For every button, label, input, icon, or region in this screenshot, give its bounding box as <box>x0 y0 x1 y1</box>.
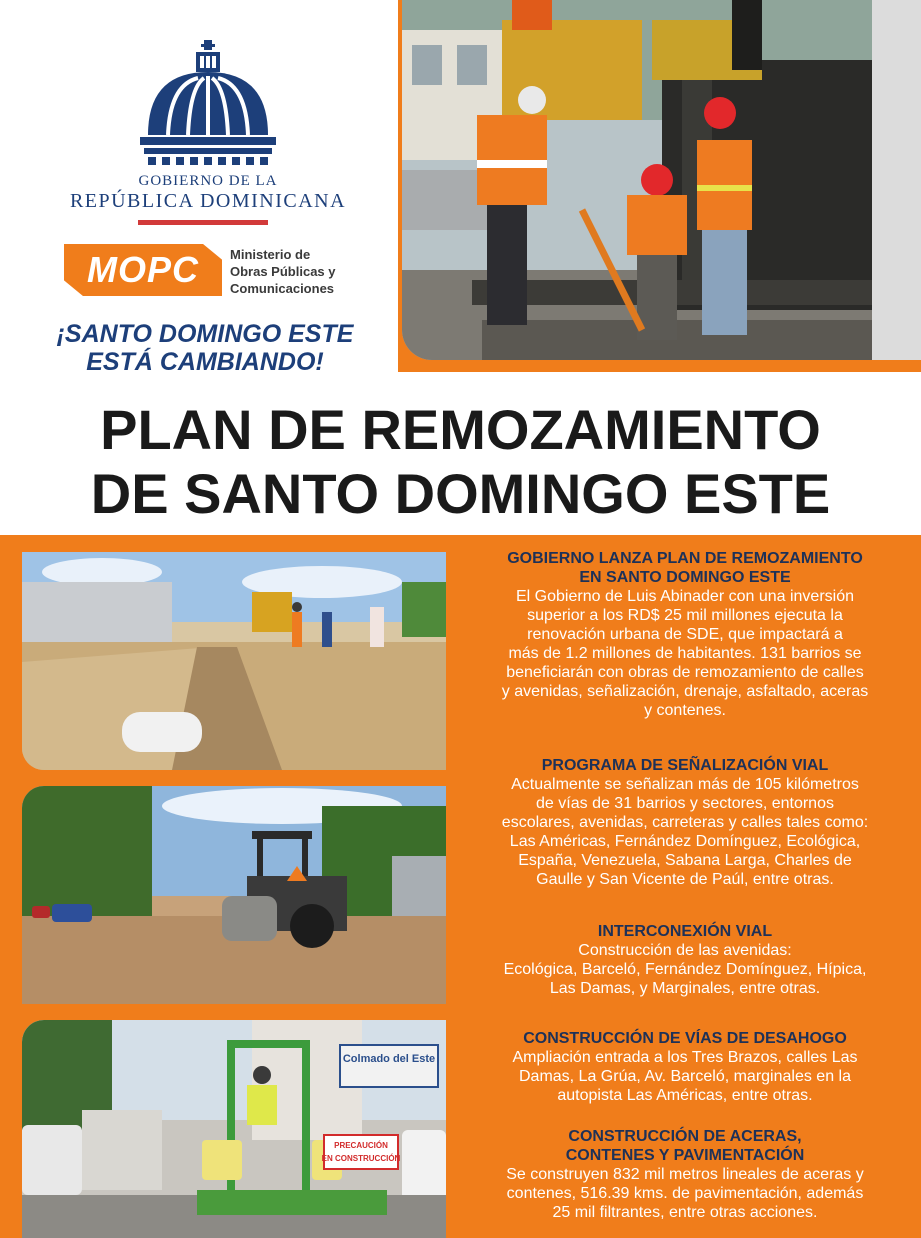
page-title <box>0 398 921 526</box>
section-body-line: Las Américas, Fernández Domínguez, Ecológica, <box>509 833 861 850</box>
section-title: INTERCONEXIÓN VIAL <box>597 923 773 940</box>
gobierno-label-line1: GOBIERNO DE LA <box>138 173 278 189</box>
ministerio-line: Comunicaciones <box>230 281 335 296</box>
mopc-logo-text: MOPC <box>87 249 199 290</box>
work-sign-line2: EN CONSTRUCCIÓN <box>321 1154 401 1163</box>
section-body-line: autopista Las Américas, entre otras. <box>557 1087 813 1104</box>
section-body-line: Las Damas, y Marginales, entre otras. <box>549 980 821 997</box>
slogan-line: ¡SANTO DOMINGO ESTE <box>56 320 354 348</box>
slogan-line: ESTÁ CAMBIANDO! <box>86 348 324 376</box>
section-interconexion-vial <box>455 922 915 998</box>
section-title: GOBIERNO LANZA PLAN DE REMOZAMIENTO <box>507 550 863 567</box>
section-body-line: de vías de 31 barrios y sectores, entornos <box>536 795 834 812</box>
section-body-line: Construcción de las avenidas: <box>578 942 792 959</box>
section-body-line: superior a los RD$ 25 mil millones ejecuta la <box>527 607 843 624</box>
section-title: EN SANTO DOMINGO ESTE <box>579 569 791 586</box>
ministerio-line: Obras Públicas y <box>230 264 336 279</box>
page-title-line: PLAN DE REMOZAMIENTO <box>100 398 821 461</box>
section-body-line: y contenes. <box>644 702 726 719</box>
section-title: CONTENES Y PAVIMENTACIÓN <box>565 1147 805 1164</box>
section-plan-launch <box>455 549 915 720</box>
section-body-line: y avenidas, señalización, drenaje, asfaltado, aceras <box>501 683 869 700</box>
header <box>0 0 921 390</box>
section-body-line: Actualmente se señalizan más de 105 kilómetros <box>511 776 859 793</box>
section-body-line: escolares, avenidas, carreteras y calles tales como: <box>501 814 869 831</box>
section-body-line: contenes, 516.39 kms. de pavimentación, además <box>506 1185 864 1202</box>
section-title: PROGRAMA DE SEÑALIZACIÓN VIAL <box>541 757 829 774</box>
section-aceras-pavimentacion <box>455 1127 915 1222</box>
work-sign-line1: PRECAUCIÓN <box>334 1141 388 1150</box>
dome-icon <box>138 40 278 170</box>
hero-photo-paving-workers <box>402 0 921 360</box>
section-body-line: más de 1.2 millones de habitantes. 131 barrios se <box>508 645 862 662</box>
store-sign-text: Colmado del Este <box>342 1053 436 1065</box>
section-senalizacion-vial <box>455 756 915 889</box>
photo-sweeper-machine <box>22 1020 446 1238</box>
ministerio-line: Ministerio de <box>230 247 311 262</box>
section-body-line: 25 mil filtrantes, entre otras acciones. <box>552 1204 818 1221</box>
section-body-line: Damas, La Grúa, Av. Barceló, marginales en la <box>518 1068 851 1085</box>
section-body-line: renovación urbana de SDE, que impactará a <box>527 626 843 643</box>
section-body-line: Se construyen 832 mil metros lineales de aceras y <box>506 1166 864 1183</box>
gobierno-label-line2: REPÚBLICA DOMINICANA <box>69 190 347 212</box>
section-body-line: Ampliación entrada a los Tres Brazos, calles Las <box>512 1049 858 1066</box>
section-title: CONSTRUCCIÓN DE ACERAS, <box>568 1128 802 1145</box>
section-body-line: El Gobierno de Luis Abinader con una inversión <box>516 588 854 605</box>
photo-road-roller <box>22 786 446 1004</box>
slogan <box>30 320 380 376</box>
page-title-line: DE SANTO DOMINGO ESTE <box>90 462 831 525</box>
ministerio-label <box>230 246 360 297</box>
section-vias-desahogo <box>455 1029 915 1105</box>
section-body-line: España, Venezuela, Sabana Larga, Charles de <box>518 852 852 869</box>
photo-trench-drainage <box>22 552 446 770</box>
section-body-line: beneficiarán con obras de remozamiento de calles <box>506 664 864 681</box>
flag-divider <box>138 220 268 225</box>
section-title: CONSTRUCCIÓN DE VÍAS DE DESAHOGO <box>523 1030 847 1047</box>
section-body-line: Ecológica, Barceló, Fernández Domínguez, Hípica, <box>503 961 867 978</box>
section-body-line: Gaulle y San Vicente de Paúl, entre otras. <box>536 871 834 888</box>
